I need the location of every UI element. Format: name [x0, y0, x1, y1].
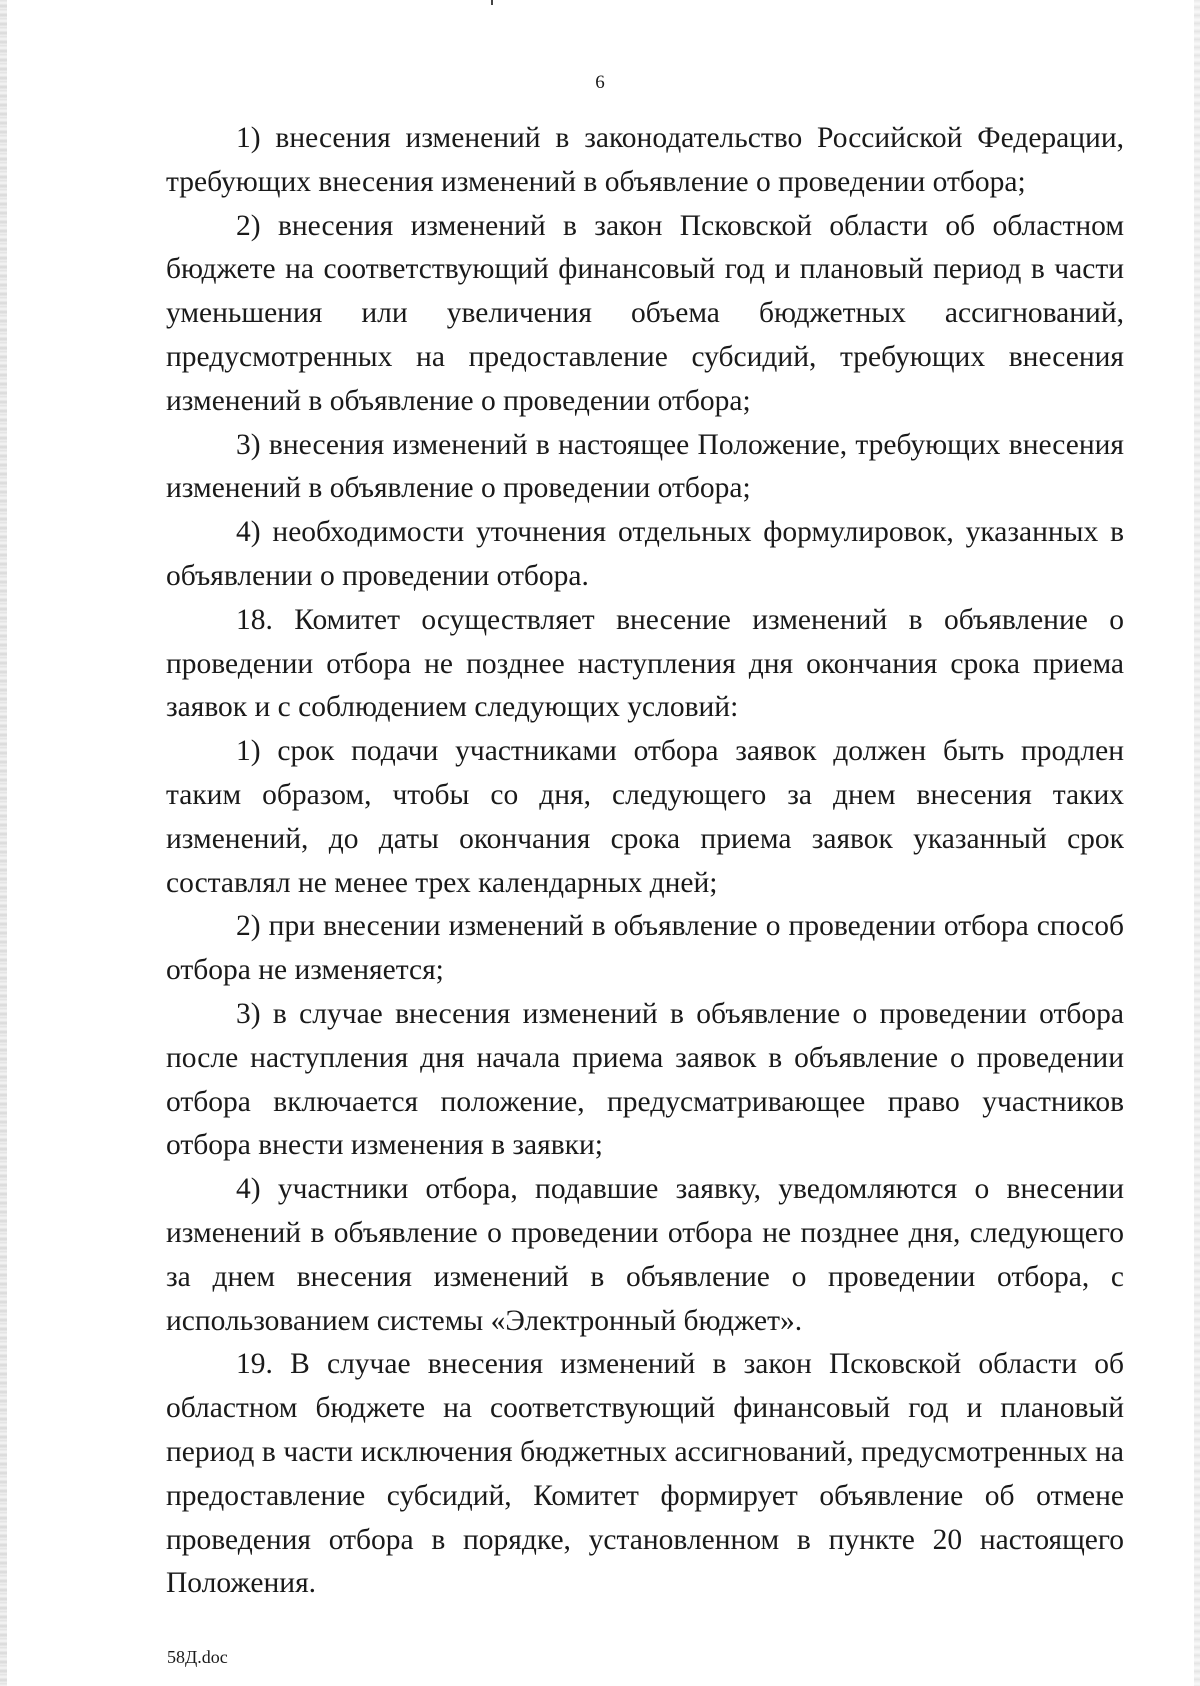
paragraph-clause-19: 19. В случае внесения изменений в закон Псковской области об областном бюджете на соответствующий финансовый год и плановый период в части исключения бюджетных ассигнований, предусмотренных на предоставление субсидий, Комитет формирует объявление об отмене проведения отбора в порядке, установленном в пункте 20 настоящего Положения. [166, 1348, 1124, 1600]
paragraph-condition-3: 3) в случае внесения изменений в объявление о проведении отбора после наступления дня начала приема заявок в объявление о проведении отбора включается положение, предусматривающее право участников отбора внести изменения в заявки; [166, 997, 1124, 1162]
paragraph-clause-18: 18. Комитет осуществляет внесение изменений в объявление о проведении отбора не позднее наступления дня окончания срока приема заявок и с соблюдением следующих условий: [166, 603, 1124, 724]
paragraph-item-3: 3) внесения изменений в настоящее Положение, требующих внесения изменений в объявление о проведении отбора; [166, 428, 1124, 505]
paragraph-condition-4: 4) участники отбора, подавшие заявку, уведомляются о внесении изменений в объявление о проведении отбора не позднее дня, следующего за днем внесения изменений в объявление о проведении отбора, с использованием системы «Электронный бюджет». [166, 1173, 1124, 1337]
paragraph-condition-1: 1) срок подачи участниками отбора заявок должен быть продлен таким образом, чтобы со дня, следующего за днем внесения таких изменений, до даты окончания срока приема заявок указанный срок составлял не менее трех календарных дней; [166, 735, 1124, 899]
paragraph-condition-2: 2) при внесении изменений в объявление о проведении отбора способ отбора не изменяется; [166, 910, 1124, 987]
scan-edge-right [1194, 0, 1200, 1686]
scan-edge-left [0, 0, 7, 1686]
scan-mark [491, 0, 493, 5]
paragraph-item-2: 2) внесения изменений в закон Псковской области об областном бюджете на соответствующий финансовый год и плановый период в части уменьшения или увеличения объема бюджетных ассигнований, предусмотренных на предоставление субсидий, требующих внесения изменений в объявление о проведении отбора; [166, 209, 1124, 417]
page-number: 6 [595, 72, 605, 93]
document-body [166, 117, 1124, 1606]
paragraph-item-4: 4) необходимости уточнения отдельных формулировок, указанных в объявлении о проведении отбора. [166, 516, 1124, 592]
footer-file-code: 58Д.doc [167, 1647, 228, 1667]
paragraph-item-1: 1) внесения изменений в законодательство Российской Федерации, требующих внесения изменений в объявление о проведении отбора; [166, 122, 1124, 198]
